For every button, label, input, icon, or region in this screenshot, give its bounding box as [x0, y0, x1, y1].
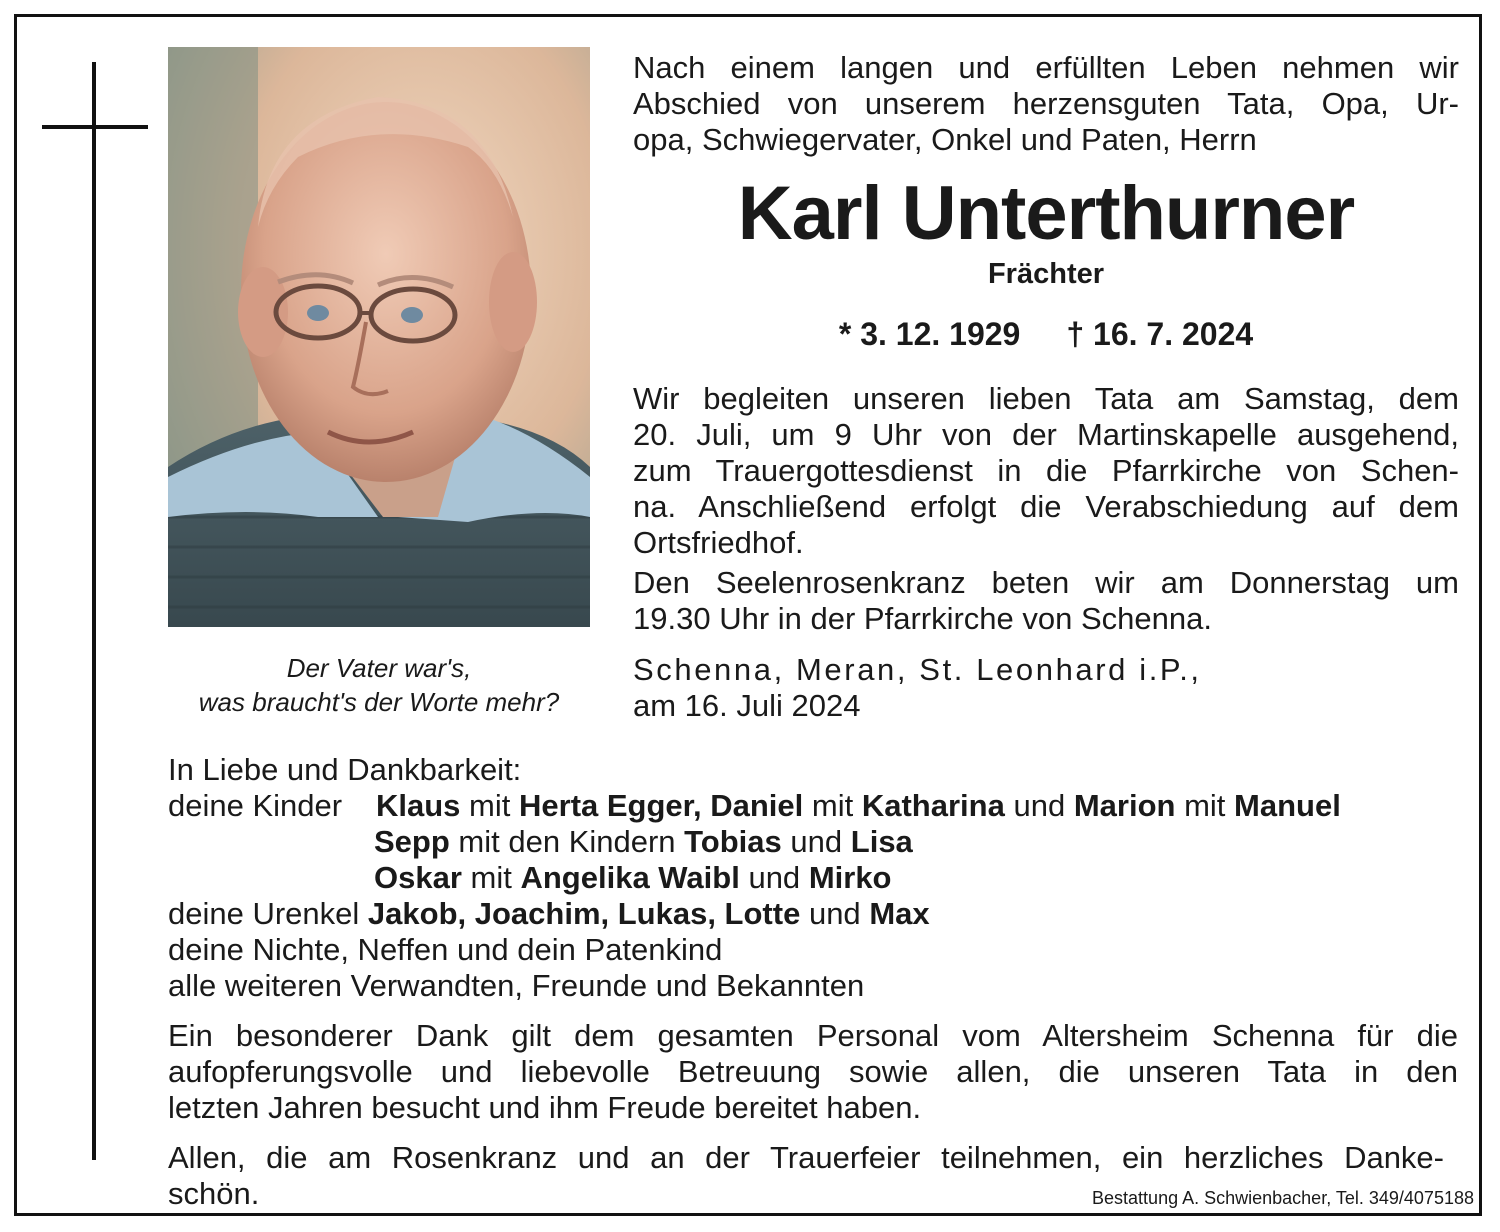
connector-word: mit den Kindern [458, 824, 676, 859]
mourner-name: Angelika Waibl [520, 860, 740, 895]
life-dates [633, 314, 1459, 354]
thanks-paragraph [168, 1018, 1458, 1126]
connector-word: mit [470, 860, 512, 895]
funeral-line: zum Trauergottesdienst in die Pfarrkirche von Schen- [633, 453, 1459, 488]
thanks-line: Allen, die am Rosenkranz und an der Trauerfeier teilnehmen, ein herzliches Danke- [168, 1140, 1444, 1175]
intro-line: Nach einem langen und erfüllten Leben nehmen wir [633, 50, 1459, 85]
mourner-name: Jakob, Joachim, Lukas, Lotte [367, 896, 801, 931]
children-row [168, 824, 1460, 860]
mourner-name: Oskar [374, 860, 462, 895]
intro-text [633, 50, 1459, 158]
children-row [168, 788, 1460, 824]
rosary-paragraph [633, 565, 1459, 637]
deceased-occupation: Frächter [987, 258, 1105, 290]
place-date [633, 652, 1459, 724]
intro-line: opa, Schwiegervater, Onkel und Paten, Herrn [633, 122, 1257, 157]
birth-date: * 3. 12. 1929 [838, 316, 1021, 352]
cross-vertical-bar [92, 62, 96, 1160]
mourner-name: Tobias [684, 824, 782, 859]
great-grandchildren-row [168, 896, 1460, 932]
place-line: Schenna, Meran, St. Leonhard i.P., [633, 652, 1202, 687]
rosary-line: Den Seelenrosenkranz beten wir am Donnerstag um [633, 565, 1459, 600]
thanks-line: Ein besonderer Dank gilt dem gesamten Personal vom Altersheim Schenna für die [168, 1018, 1458, 1053]
funeral-line: 20. Juli, um 9 Uhr von der Martinskapelle ausgehend, [633, 417, 1459, 452]
children-label: deine Kinder [168, 788, 343, 823]
mourner-name: Sepp [374, 824, 450, 859]
mourner-name: Lisa [850, 824, 913, 859]
intro-line: Abschied von unserem herzensguten Tata, Opa, Ur- [633, 86, 1459, 121]
portrait-quote [168, 651, 590, 719]
connector-word: und [790, 824, 843, 859]
mourner-name: Manuel [1234, 788, 1341, 823]
quote-line: was braucht's der Worte mehr? [198, 687, 560, 717]
funeral-line: Ortsfriedhof. [633, 525, 804, 560]
funeral-line: Wir begleiten unseren lieben Tata am Samstag, dem [633, 381, 1459, 416]
mourner-name: Herta Egger, Daniel [519, 788, 804, 823]
portrait-photo [168, 47, 590, 627]
undertaker-credit: Bestattung A. Schwienbacher, Tel. 349/4075188 [1092, 1188, 1474, 1208]
portrait-illustration [168, 47, 590, 627]
mourner-name: Marion [1073, 788, 1176, 823]
mourners-list [168, 752, 1460, 1004]
connector-word: und [808, 896, 861, 931]
mourner-name: Katharina [861, 788, 1005, 823]
quote-line: Der Vater war's, [286, 653, 472, 683]
mourner-name: Max [869, 896, 930, 931]
relatives-row: alle weiteren Verwandten, Freunde und Bekannten [168, 968, 865, 1003]
deceased-name: Karl Unterthurner [737, 171, 1355, 256]
funeral-paragraph [633, 381, 1459, 561]
connector-word: mit [811, 788, 854, 823]
connector-word: mit [469, 788, 511, 823]
mourners-heading: In Liebe und Dankbarkeit: [168, 752, 522, 787]
great-grandchildren-label: deine Urenkel [168, 896, 360, 931]
death-date: † 16. 7. 2024 [1066, 316, 1254, 352]
mourner-name: Mirko [808, 860, 892, 895]
date-line: am 16. Juli 2024 [633, 688, 861, 723]
funeral-line: na. Anschließend erfolgt die Verabschiedung auf dem [633, 489, 1459, 524]
connector-word: und [748, 860, 801, 895]
connector-word: mit [1184, 788, 1226, 823]
rosary-line: 19.30 Uhr in der Pfarrkirche von Schenna. [633, 601, 1212, 636]
mourner-name: Klaus [376, 788, 461, 823]
connector-word: und [1013, 788, 1066, 823]
thanks-line: letzten Jahren besucht und ihm Freude bereitet haben. [168, 1090, 922, 1125]
cross-horizontal-bar [42, 125, 148, 129]
relatives-row: deine Nichte, Neffen und dein Patenkind [168, 932, 723, 967]
thanks-line: schön. [168, 1176, 260, 1211]
thanks-line: aufopferungsvolle und liebevolle Betreuung sowie allen, die unseren Tata in den [168, 1054, 1458, 1089]
children-row [168, 860, 1460, 896]
